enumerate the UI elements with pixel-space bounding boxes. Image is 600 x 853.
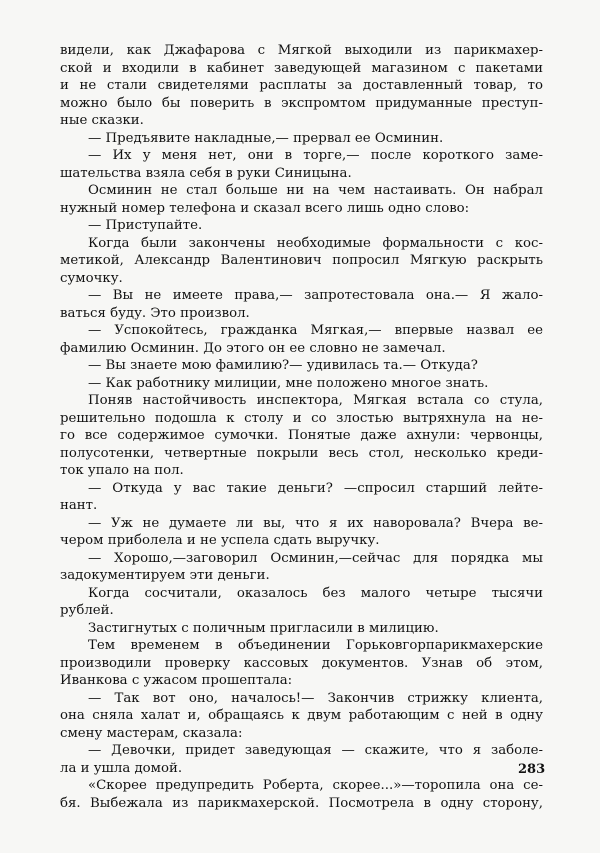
text-line: смену мастерам, сказала: (60, 725, 243, 741)
text-line: метикой, Александр Валентинович попросил Мягкую раскрыть (60, 253, 543, 268)
text-line: Тем временем в объединении Горьковгорпарикмахерские (88, 638, 543, 653)
text-line: бя. Выбежала из парикмахерской. Посмотрела в одну сторону, (60, 795, 543, 811)
text-line: — Приступайте. (88, 218, 203, 233)
text-line: она сняла халат и, обращаясь к двум работающим с ней в одну (60, 708, 543, 723)
text-line: — Вы не имеете права,— запротестовала она.— Я жало- (88, 288, 543, 303)
text-line: Осминин не стал больше ни на чем настаивать. Он набрал (88, 183, 543, 198)
text-line: — Девочки, придет заведующая — скажите, что я заболе- (88, 743, 543, 758)
text-line: «Скорее предупредить Роберта, скорее...»—торопила она се- (88, 778, 543, 793)
text-line: ток упало на пол. (60, 463, 184, 478)
text-line: задокументируем эти деньги. (60, 568, 270, 583)
text-line: сумочку. (60, 270, 123, 286)
text-line: Когда были закончены необходимые формальности с кос- (88, 235, 543, 251)
text-line: производили проверку кассовых документов. Узнав об этом, (60, 655, 543, 671)
text-line: решительно подошла к столу и со злостью вытряхнула на не- (60, 410, 543, 426)
text-line: — Предъявите накладные,— прервал ее Осминин. (88, 130, 444, 146)
text-line: — Уж не думаете ли вы, что я их наворовала? Вчера ве- (88, 515, 543, 531)
text-line: — Откуда у вас такие деньги? —спросил старший лейте- (88, 480, 543, 496)
text-line: ваться буду. Это произвол. (60, 305, 250, 321)
text-line: Застигнутых с поличным пригласили в милицию. (88, 620, 439, 636)
text-line: — Как работнику милиции, мне положено многое знать. (88, 375, 489, 391)
text-line: — Хорошо,—заговорил Осминин,—сейчас для порядка мы (88, 550, 543, 566)
text-line: видели, как Джафарова с Мягкой выходили из парикмахер- (60, 43, 543, 58)
page-number: 283 (518, 762, 546, 777)
text-line: — Вы знаете мою фамилию?— удивилась та.— Откуда? (88, 358, 478, 373)
text-line: Когда сосчитали, оказалось без малого четыре тысячи (88, 585, 543, 601)
text-line: — Их у меня нет, они в торге,— после короткого заме- (88, 148, 543, 163)
text-line: го все содержимое сумочки. Понятые даже ахнули: червонцы, (60, 428, 543, 443)
text-line: Поняв настойчивость инспектора, Мягкая встала со стула, (88, 393, 543, 408)
text-line: чером приболела и не успела сдать выручку. (60, 533, 380, 548)
text-line: — Так вот оно, началось!— Закончив стрижку клиента, (88, 690, 543, 706)
body-text (60, 42, 546, 812)
text-line: ской и входили в кабинет заведующей магазином с пакетами (60, 60, 543, 76)
text-line: нужный номер телефона и сказал всего лишь одно слово: (60, 200, 470, 216)
text-line: ла и ушла домой. (60, 760, 183, 776)
text-line: ные сказки. (60, 113, 144, 128)
text-line: шательства взяла себя в руки Синицына. (60, 165, 352, 181)
text-line: — Успокойтесь, гражданка Мягкая,— впервые назвал ее (88, 323, 543, 338)
text-line: Иванкова с ужасом прошептала: (60, 673, 293, 688)
text-line: можно было бы поверить в экспромтом придуманные преступ- (60, 95, 543, 111)
text-line: нант. (60, 498, 98, 513)
text-line: полусотенки, четвертные покрыли весь стол, несколько креди- (60, 445, 543, 461)
text-line: и не стали свидетелями расплаты за доставленный товар, то (60, 78, 543, 93)
text-line: фамилию Осминин. До этого он ее словно не замечал. (60, 340, 446, 356)
text-line: рублей. (60, 603, 114, 618)
